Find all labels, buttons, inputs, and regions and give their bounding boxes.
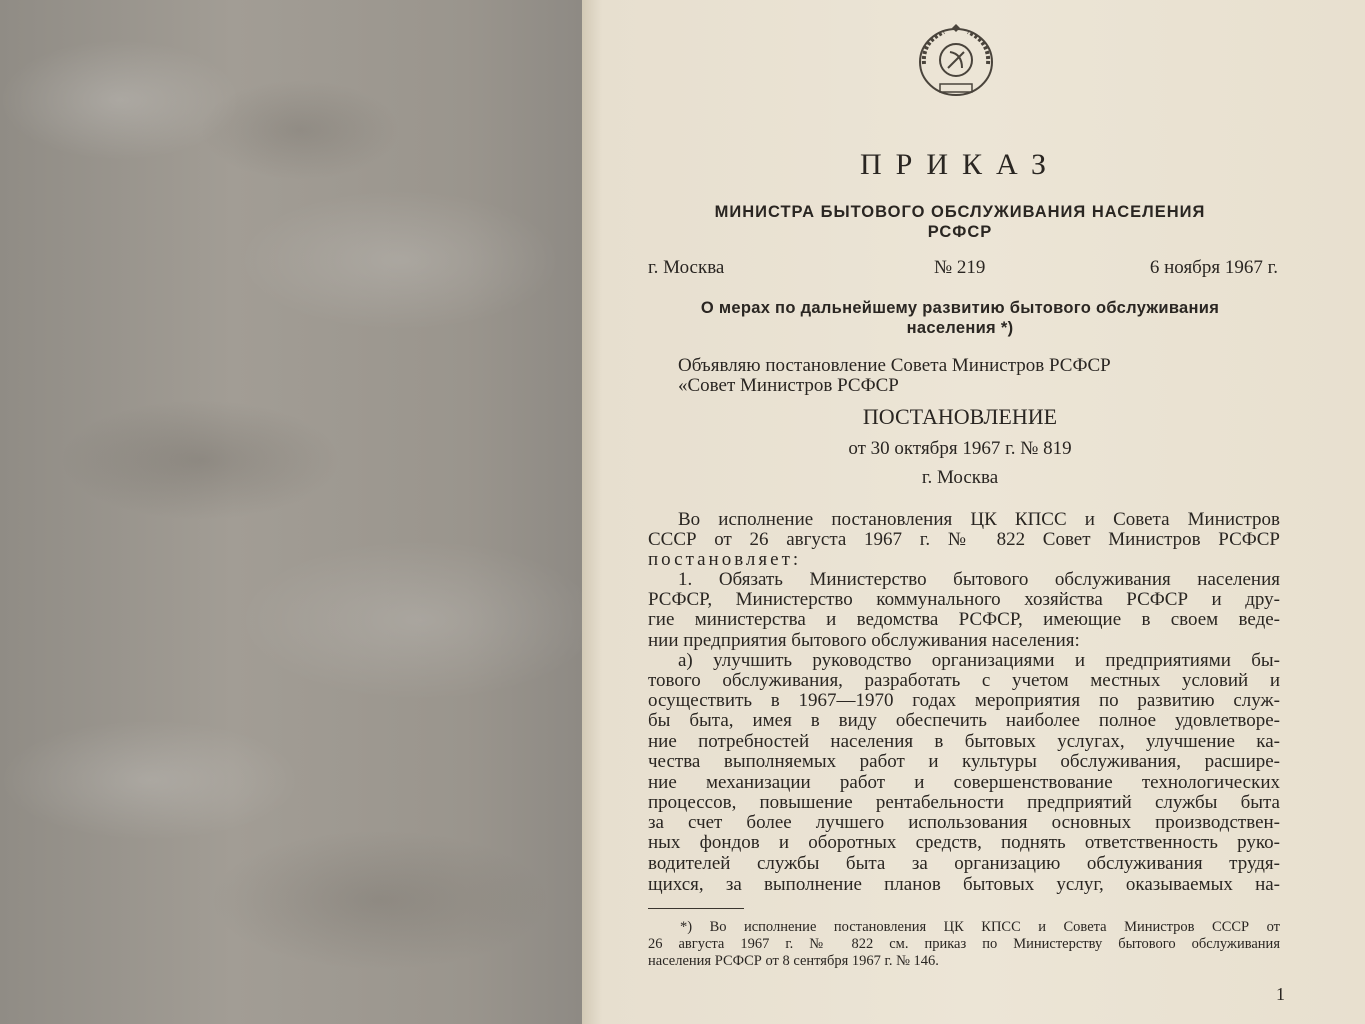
body-line: РСФСР, Министерство коммунального хозяйства РСФСР и дру- xyxy=(648,589,1280,610)
order-date: 6 ноября 1967 г. xyxy=(1149,257,1278,278)
body-line: тового обслуживания, разработать с учетом местных условий и xyxy=(648,670,1280,691)
body-line: процессов, повышение рентабельности предприятий службы быта xyxy=(648,792,1280,813)
body-line: нии предприятия бытового обслуживания населения: xyxy=(648,630,1080,651)
body-line: 1. Обязать Министерство бытового обслуживания населения xyxy=(678,569,1280,590)
resolution-date: от 30 октября 1967 г. № 819 xyxy=(848,438,1072,459)
page-number: 1 xyxy=(1276,984,1285,1004)
left-blank-page xyxy=(0,0,582,1024)
document-title: ПРИКАЗ xyxy=(860,148,1060,181)
body-line: а) улучшить руководство организациями и предприятиями бы- xyxy=(678,650,1280,671)
footnote-line: 26 августа 1967 г. № 822 см. приказ по Министерству бытового обслуживания xyxy=(648,936,1280,952)
order-place: г. Москва xyxy=(648,257,725,278)
footnote-line: населения РСФСР от 8 сентября 1967 г. № 146. xyxy=(648,953,939,969)
body-line: бы быта, имея в виду обеспечить наиболее полное удовлетворе- xyxy=(648,710,1280,731)
body-line: за счет более лучшего использования основных производствен- xyxy=(648,812,1280,833)
body-line: СССР от 26 августа 1967 г. № 822 Совет Министров РСФСР xyxy=(648,529,1280,550)
order-heading-line-2: населения *) xyxy=(906,319,1014,337)
resolution-title: ПОСТАНОВЛЕНИЕ xyxy=(862,404,1058,429)
body-line: ние механизации работ и совершенствование технологических xyxy=(648,772,1280,793)
resolution-place: г. Москва xyxy=(921,467,999,488)
body-line: щихся, за выполнение планов бытовых услуг, оказываемых на- xyxy=(648,874,1280,895)
footnote-divider xyxy=(648,908,744,909)
body-line: ных фондов и оборотных средств, поднять ответственность руко- xyxy=(648,832,1280,853)
announce-line-1: Объявляю постановление Совета Министров РСФСР xyxy=(678,355,1111,376)
body-line: ние потребностей населения в бытовых услугах, улучшение ка- xyxy=(648,731,1280,752)
announce-line-2: «Совет Министров РСФСР xyxy=(678,375,899,396)
body-line: водителей службы быта за организацию обслуживания трудя- xyxy=(648,853,1280,874)
order-number: № 219 xyxy=(934,257,986,278)
order-heading-line-1: О мерах по дальнейшему развитию бытового обслуживания xyxy=(700,299,1220,317)
rsfsr-emblem-icon xyxy=(914,24,998,100)
body-line: осуществить в 1967—1970 годах мероприятия по развитию служ- xyxy=(648,690,1280,711)
body-line: гие министерства и ведомства РСФСР, имеющие в своем веде- xyxy=(648,609,1280,630)
issuer-line-1: МИНИСТРА БЫТОВОГО ОБСЛУЖИВАНИЯ НАСЕЛЕНИЯ xyxy=(714,203,1206,221)
body-line: чества выполняемых работ и культуры обслуживания, расшире- xyxy=(648,751,1280,772)
body-line: постановляет: xyxy=(648,549,802,570)
footnote-line: *) Во исполнение постановления ЦК КПСС и Совета Министров СССР от xyxy=(680,919,1280,935)
body-line: Во исполнение постановления ЦК КПСС и Совета Министров xyxy=(678,509,1280,530)
issuer-line-2: РСФСР xyxy=(927,223,993,241)
